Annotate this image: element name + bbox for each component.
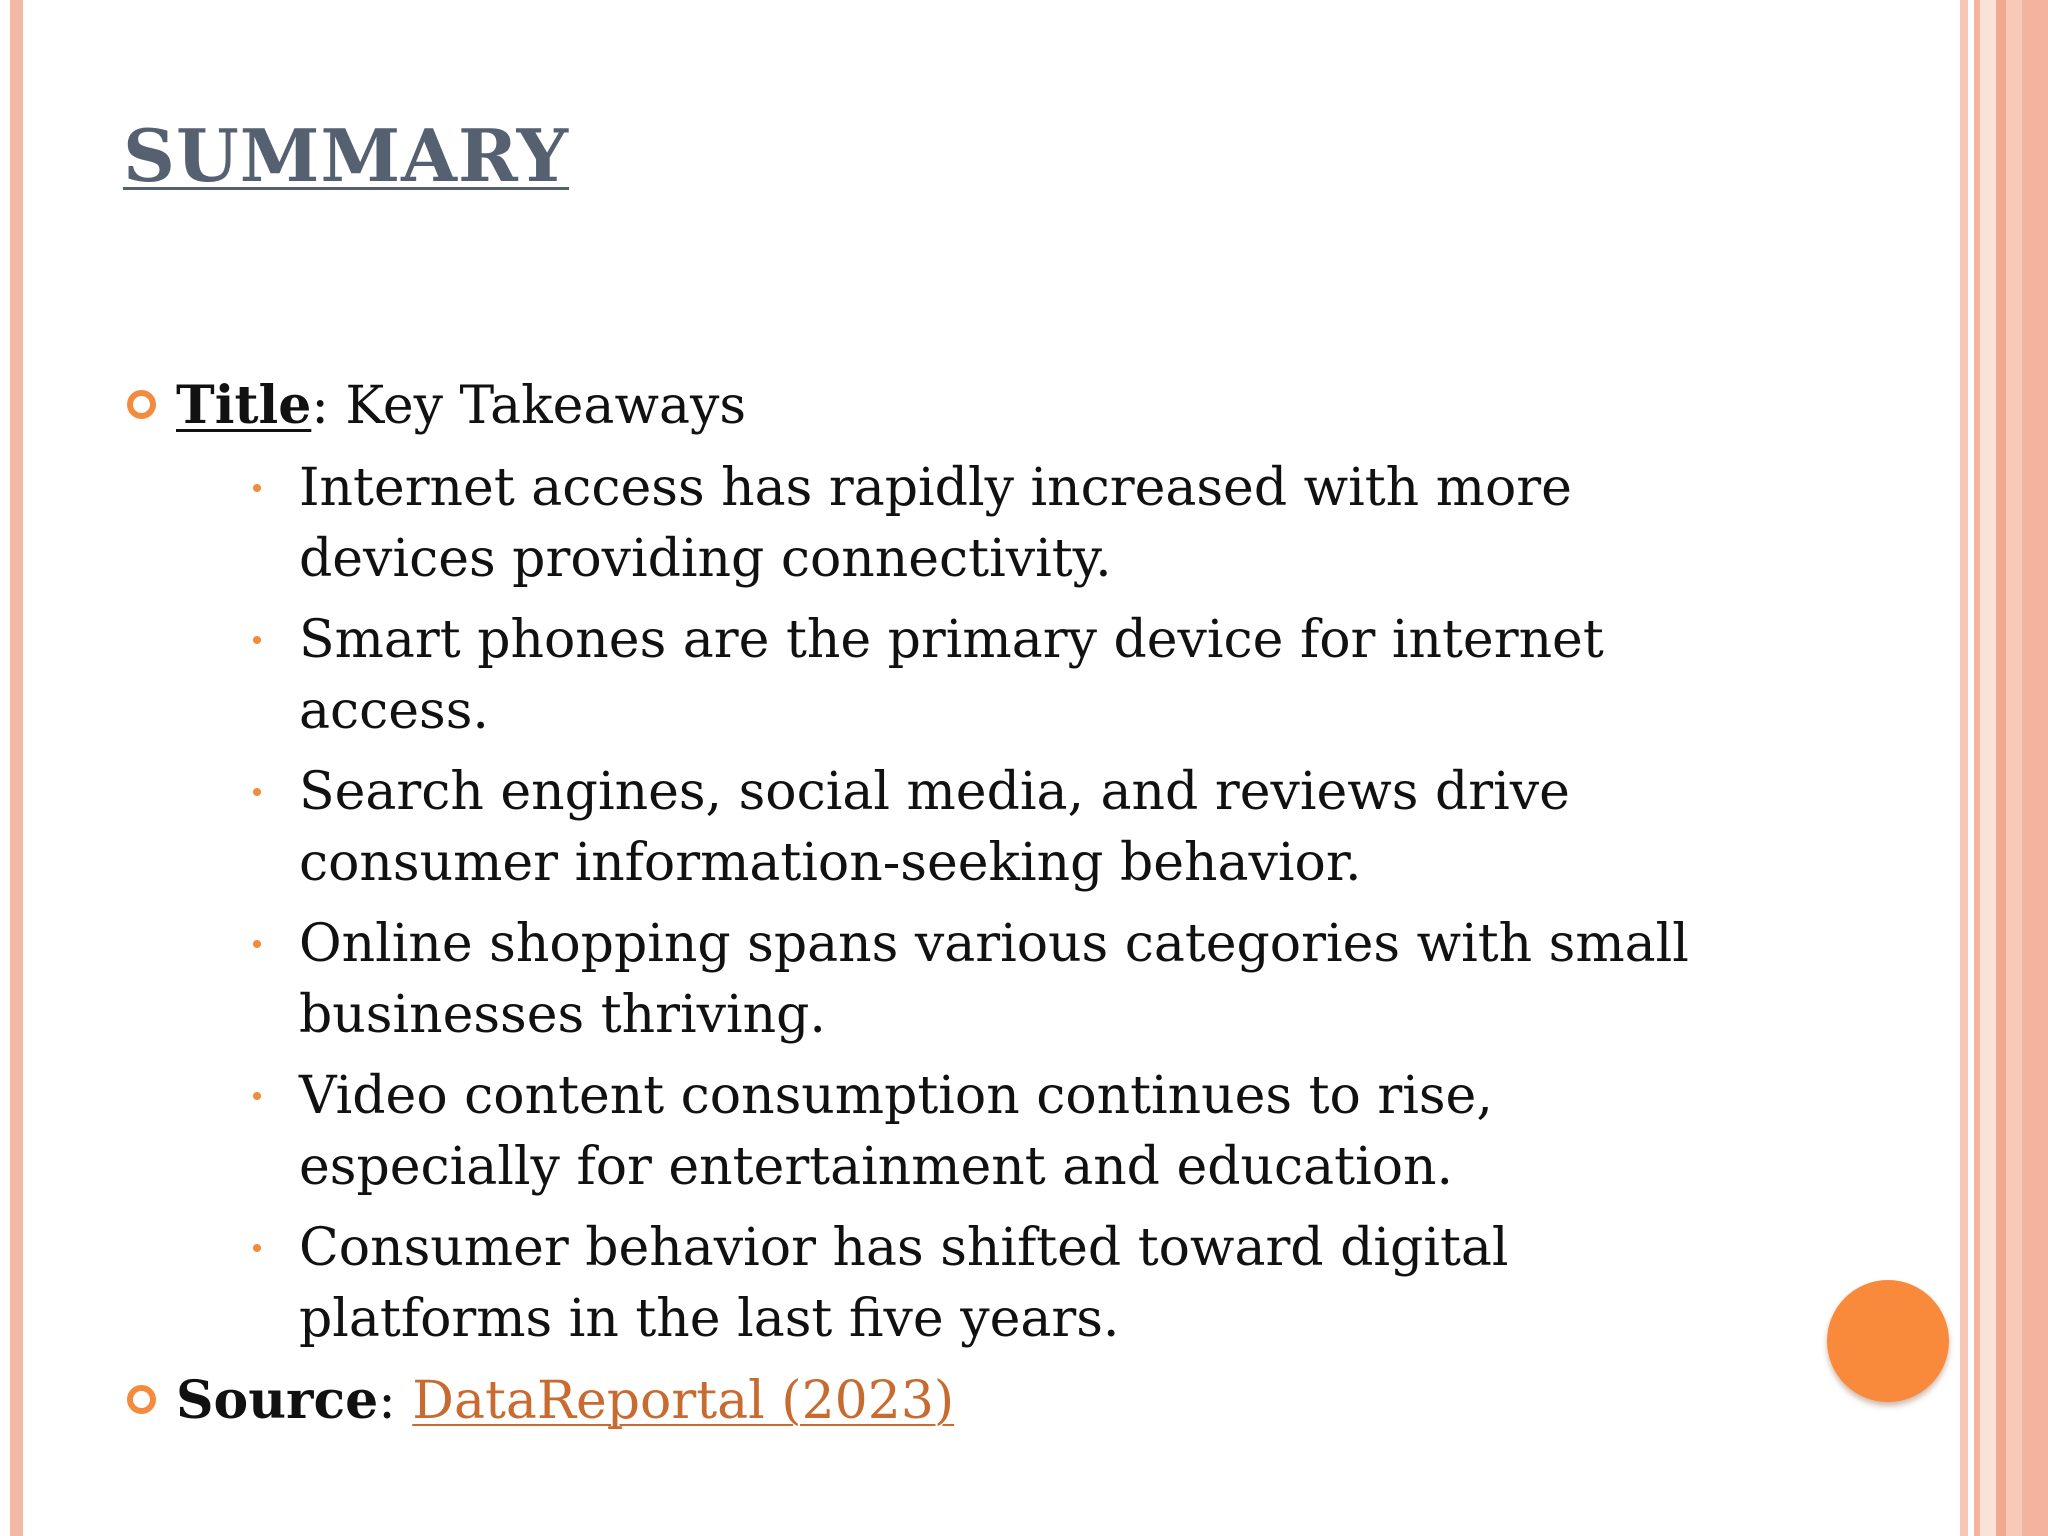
left-border-stripe xyxy=(10,0,23,1536)
bullet-value: Key Takeaways xyxy=(328,376,747,436)
list-item xyxy=(299,757,1763,899)
right-border-stripe xyxy=(1960,0,1968,1536)
list-item xyxy=(299,1213,1763,1355)
slide-title: SUMMARY xyxy=(123,113,570,198)
list-item xyxy=(299,453,1763,595)
list-item-text: Online shopping spans various categories with small businesses thriving. xyxy=(299,914,1689,1045)
right-border-stripe xyxy=(1996,0,2006,1536)
list-item-text: Consumer behavior has shifted toward digital platforms in the last five years. xyxy=(299,1218,1509,1349)
dot-bullet-icon xyxy=(253,788,261,796)
bullet-separator: : xyxy=(378,1371,396,1431)
bullet-title xyxy=(123,370,1763,1355)
bullet-key-title: Title xyxy=(176,375,312,436)
orange-circle-button[interactable] xyxy=(1827,1280,1949,1402)
bullet-source xyxy=(123,1365,1763,1437)
dot-bullet-icon xyxy=(253,484,261,492)
list-item xyxy=(299,909,1763,1051)
list-item-text: Video content consumption continues to rise, especially for entertainment and education. xyxy=(299,1066,1493,1197)
list-item-text: Internet access has rapidly increased with more devices providing connectivity. xyxy=(299,458,1572,589)
list-item xyxy=(299,605,1763,747)
slide-content xyxy=(123,370,1763,1437)
dot-bullet-icon xyxy=(253,1244,261,1252)
list-item xyxy=(299,1061,1763,1203)
right-border-stripe xyxy=(2022,0,2048,1536)
takeaways-list xyxy=(176,453,1763,1355)
dot-bullet-icon xyxy=(253,1092,261,1100)
dot-bullet-icon xyxy=(253,940,261,948)
circle-bullet-icon xyxy=(127,1385,156,1414)
list-item-text: Smart phones are the primary device for internet access. xyxy=(299,610,1604,741)
right-border-stripe xyxy=(1980,0,1996,1536)
list-item-text: Search engines, social media, and reviews drive consumer information-seeking behavior. xyxy=(299,762,1570,893)
dot-bullet-icon xyxy=(253,636,261,644)
source-link[interactable]: DataReportal (2023) xyxy=(412,1371,955,1431)
right-border-stripe xyxy=(2006,0,2022,1536)
circle-bullet-icon xyxy=(127,390,156,419)
bullet-key-source: Source xyxy=(176,1370,379,1431)
bullet-separator: : xyxy=(311,376,329,436)
